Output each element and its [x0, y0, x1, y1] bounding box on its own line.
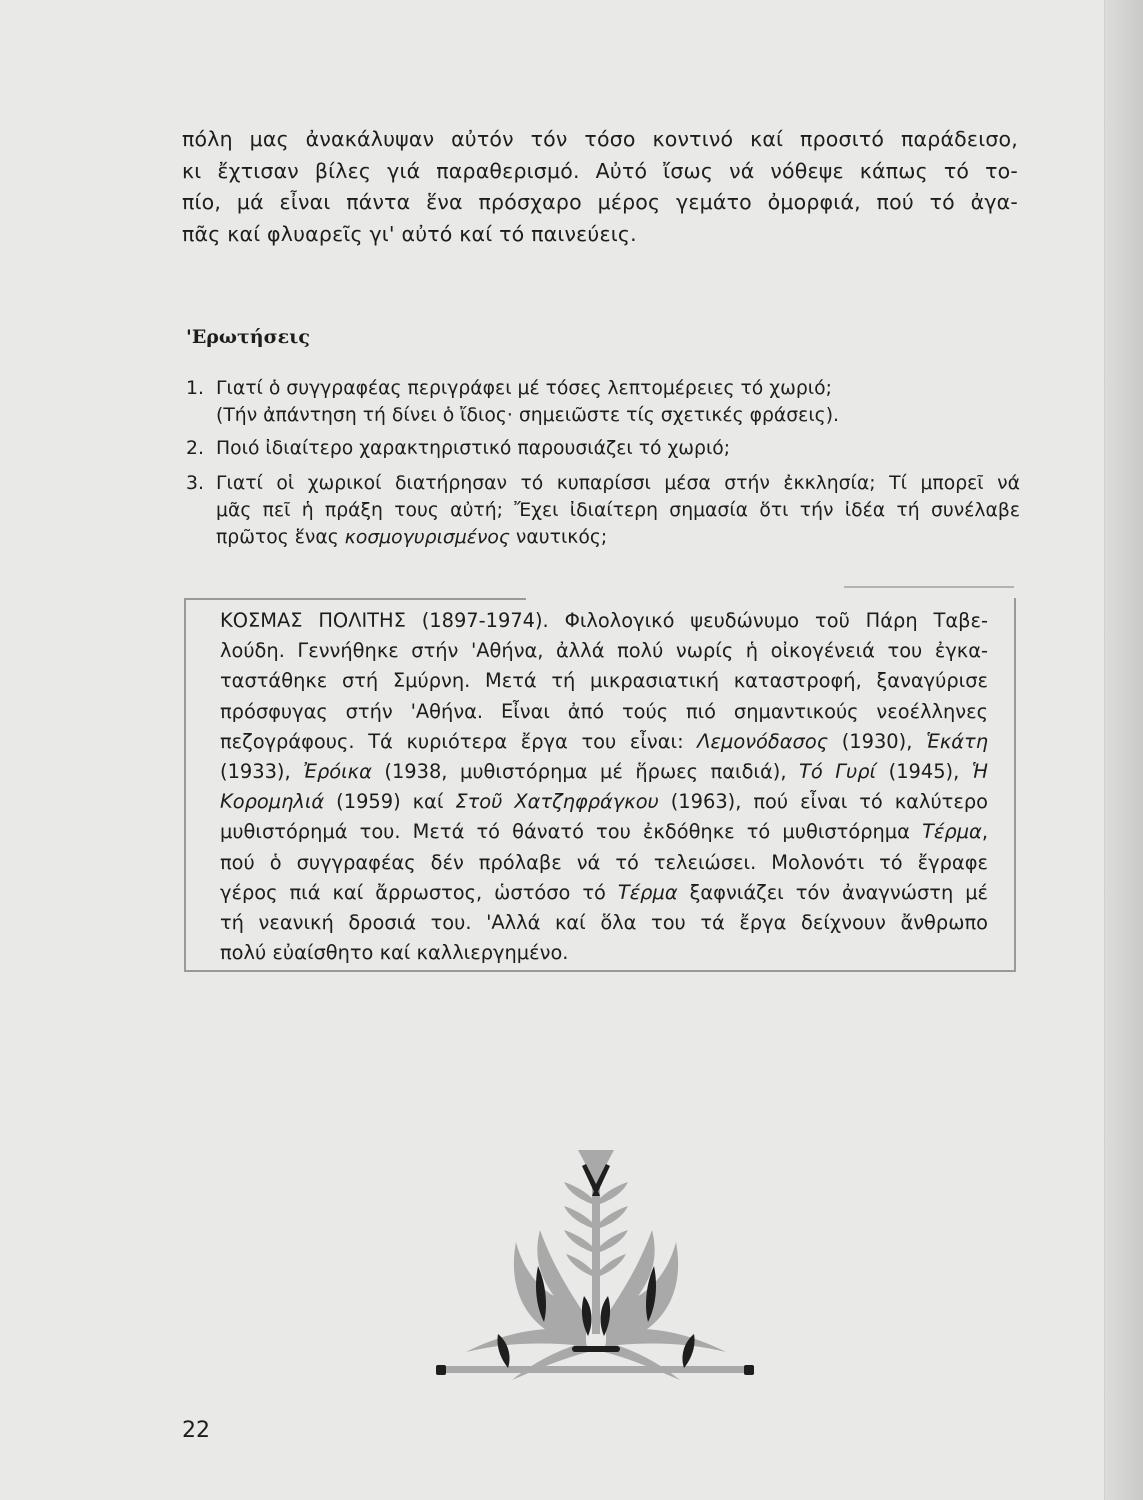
page-number: 22	[182, 1418, 210, 1443]
bio-line	[220, 757, 988, 787]
work-title: Κορομηλιά	[220, 790, 325, 814]
question-text: ναυτικός;	[509, 527, 608, 548]
bio-line: ΚΟΣΜΑΣ ΠΟΛΙΤΗΣ (1897-1974). Φιλολογικό ψευδώνυμο τοῦ Πάρη Ταβε-	[220, 609, 988, 632]
bio-text: (1959) καί	[324, 790, 456, 814]
question-number: 2.	[186, 438, 204, 459]
question-number: 3.	[186, 473, 204, 494]
question-line	[216, 524, 1020, 551]
bio-line: λούδη. Γεννήθηκε στήν 'Αθήνα, ἀλλά πολύ νωρίς ἡ οἰκογένειά του ἐγκα-	[220, 639, 988, 663]
bio-text: ,	[981, 820, 988, 844]
stylized-plant-ornament-icon	[436, 1146, 756, 1386]
question-line: Ποιό ἰδιαίτερο χαρακτηριστικό παρουσιάζει τό χωριό;	[216, 438, 731, 459]
bio-line	[220, 878, 988, 908]
bio-line: πού ὁ συγγραφέας δέν πρόλαβε νά τό τελειώσει. Μολονότι τό ἔγραφε	[220, 850, 988, 874]
author-bio	[220, 606, 988, 968]
bio-text: (1930),	[828, 729, 927, 753]
bio-line	[220, 727, 988, 757]
bio-line: τή νεανική δροσιά του. 'Αλλά καί ὅλα του τά ἔργα δείχνουν ἄνθρωπο	[220, 911, 988, 935]
bio-text: πεζογράφους. Τά κυριότερα ἔργα του εἶναι:	[220, 729, 698, 753]
page-edge-shadow	[1104, 0, 1143, 1500]
intro-line: πᾶς καί φλυαρεῖς γι' αὐτό καί τό παινεύεις.	[182, 221, 637, 246]
question-line: μᾶς πεῖ ἡ πράξη τους αὐτή; Ἔχει ἰδιαίτερη σημασία ὅτι τήν ἰδέα τή συνέλαβε	[216, 500, 1020, 521]
bio-line: πρόσφυγας στήν 'Αθήνα. Εἶναι ἀπό τούς πιό σημαντικούς νεοέλληνες	[220, 699, 988, 723]
bio-text: (1938, μυθιστόρημα μέ ἥρωες παιδιά),	[371, 760, 800, 784]
question-number: 1.	[186, 378, 204, 399]
question-emphasis: κοσμογυρισμένος	[344, 527, 510, 548]
work-title: Ἑκάτη	[926, 729, 988, 753]
work-title: Λεμονόδασος	[697, 729, 829, 753]
work-title: Τό Γυρί	[799, 760, 877, 784]
work-title: Τέρμα	[617, 880, 678, 904]
bio-text: γέρος πιά καί ἄρρωστος, ὡστόσο τό	[220, 880, 618, 904]
bio-line	[220, 787, 988, 817]
questions-heading: 'Ερωτήσεις	[186, 326, 310, 348]
bio-text: μυθιστόρημά του. Μετά τό θάνατό του ἐκδόθηκε τό μυθιστόρημα	[220, 820, 923, 844]
question-text: πρῶτος ἕνας	[216, 527, 345, 548]
work-title: Ἐρόικα	[303, 760, 372, 784]
intro-line: πόλη μας ἀνακάλυψαν αὐτόν τόν τόσο κοντινό καί προσιτό παράδεισο,	[182, 127, 1018, 151]
question-line: Γιατί ὁ συγγραφέας περιγράφει μέ τόσες λεπτομέρειες τό χωριό;	[216, 378, 832, 399]
work-title: Στοῦ Χατζηφράγκου	[455, 790, 659, 814]
bio-line: πολύ εὐαίσθητο καί καλλιεργημένο.	[220, 941, 569, 965]
bio-text: (1933),	[220, 760, 304, 784]
intro-line: κι ἔχτισαν βίλες γιά παραθερισμό. Αὐτό ἴσως νά νόθεψε κάπως τό το-	[182, 158, 1018, 183]
bio-line	[220, 817, 988, 847]
work-title: Τέρμα	[922, 820, 982, 844]
bio-text: ξαφνιάζει τόν ἀναγνώστη μέ	[677, 880, 989, 904]
question-line: Γιατί οἱ χωρικοί διατήρησαν τό κυπαρίσσι μέσα στήν ἐκκλησία; Τί μπορεῖ νά	[216, 473, 1020, 494]
bio-text: (1963), πού εἶναι τό καλύτερο	[658, 790, 988, 814]
bio-line: ταστάθηκε στή Σμύρνη. Μετά τή μικρασιατική καταστροφή, ξαναγύρισε	[220, 669, 988, 693]
question-line: (Τήν ἀπάντηση τή δίνει ὁ ἴδιος· σημειῶστε τίς σχετικές φράσεις).	[216, 405, 840, 426]
bio-text: (1945),	[876, 760, 972, 784]
work-title: Ἡ	[971, 760, 988, 784]
intro-paragraph	[182, 124, 1018, 250]
intro-line: πίο, μά εἶναι πάντα ἕνα πρόσχαρο μέρος γεμάτο ὀμορφιά, πού τό ἀγα-	[182, 190, 1018, 214]
